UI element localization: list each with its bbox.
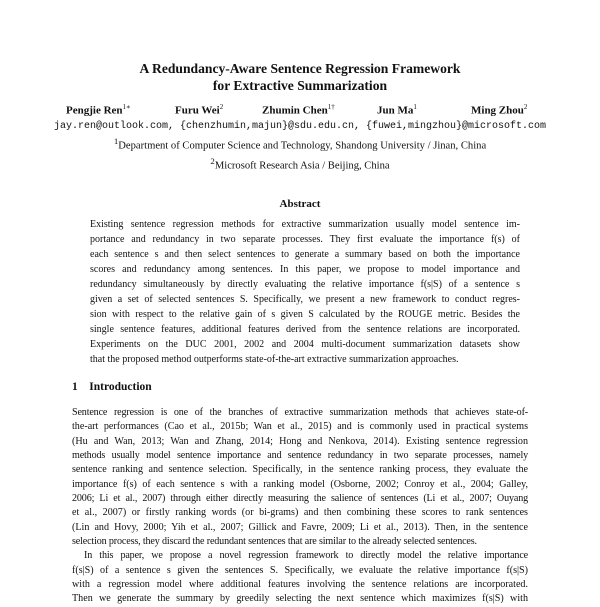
author-1: Pengjie Ren$^{1∗}$ <box>66 103 131 117</box>
abstract-line: single sentence features, additional features derived from the sentence relations are incorporated. <box>90 324 520 335</box>
body-line: methods usually model sentence importance and sentence redundancy in two separate processes, namely <box>72 450 528 462</box>
body-line: 2006; Li et al., 2007) through either directly measuring the salience of sentences (Li et al., 2007; Ouyang <box>72 493 528 505</box>
affiliation-block <box>0 119 600 173</box>
author-4: Jun Ma$^1$ <box>377 103 417 117</box>
abstract-line: that the proposed method outperforms state-of-the-art extractive summarization approaches. <box>90 354 459 365</box>
body-line: Then we generate the summary by greedily selecting the next sentence which maximizes f(s|S) with <box>72 593 528 605</box>
author-emails: jay.ren@outlook.com, {chenzhumin,majun}@sdu.edu.cn, {fuwei,mingzhou}@microsoft.com <box>53 121 547 132</box>
paper-title <box>0 60 600 94</box>
body-line: (Lin and Hovy, 2000; Yih et al., 2007; Gillick and Favre, 2009; Li et al., 2013). Then, in the sentence <box>72 521 528 533</box>
author-3: Zhumin Chen$^{1\dagger}$ <box>262 103 335 117</box>
abstract-line: each sentence s and then select sentences to generate a summary based on both the importance <box>90 249 520 260</box>
section-number: 1 <box>72 381 78 393</box>
abstract-line: given a set of selected sentences S. Specifically, we present a new framework to conduct regres- <box>90 294 520 305</box>
body-line: et al., 2007) or firstly ranking words (or bi-grams) and then combining these scores to rank sentences <box>72 507 528 519</box>
section-title: Introduction <box>89 381 152 393</box>
body-line: In this paper, we propose a novel regression framework to directly model the relative importance <box>84 550 528 562</box>
author-2: Furu Wei$^2$ <box>175 103 224 117</box>
body-line: with a regression model where additional features involving the sentence relations are incorporated. <box>72 579 528 591</box>
author-list <box>60 103 540 119</box>
body-line: Sentence regression is one of the branches of extractive summarization methods that achieves state-of- <box>72 407 528 418</box>
abstract-line: redundancy simultaneously by directly evaluating the relative importance f(s|S) of a sentence s <box>90 279 520 290</box>
section-heading <box>72 381 152 393</box>
abstract-line: sion with respect to the relative gain of s given S calculated by the ROUGE metric. Besides the <box>90 309 520 320</box>
title-line-2: for Extractive Summarization <box>212 78 388 93</box>
abstract-heading: Abstract <box>279 198 321 210</box>
abstract-line: portance and redundancy in two separate processes. They first evaluate the importance f(s) of <box>90 234 520 245</box>
abstract-line: Existing sentence regression methods for extractive summarization usually model sentence im- <box>90 219 520 230</box>
affiliation-1: $^1$Department of Computer Science and Technology, Shandong University / Jinan, China <box>113 136 487 152</box>
body-line: (Hu and Wan, 2013; Wan and Zhang, 2014; Hong and Nenkova, 2014). Existing sentence regression <box>72 435 528 447</box>
introduction-body <box>72 406 528 607</box>
body-line: importance f(s) of each sentence s with a ranking model (Osborne, 2002; Conroy et al., 2004; Galley, <box>72 478 528 490</box>
body-line: selection process, they discard the redundant sentences that are similar to the already selected sentences. <box>72 536 477 548</box>
abstract-body <box>90 217 520 367</box>
author-5: Ming Zhou$^2$ <box>471 103 528 117</box>
affiliation-2: $^2$Microsoft Research Asia / Beijing, China <box>210 155 390 172</box>
title-line-1: A Redundancy-Aware Sentence Regression Framework <box>139 61 461 76</box>
abstract-line: scores and redundancy among sentences. In this paper, we propose to model importance and <box>90 264 520 275</box>
body-line: sentence ranking and sentence selection. Specifically, in the sentence ranking process, they evaluate the <box>72 464 528 476</box>
body-line: f(s|S) of a sentence s given the sentences S. Specifically, we evaluate the relative importance f(s|S) <box>72 564 528 576</box>
body-line: the-art performances (Cao et al., 2015b; Wan et al., 2015) and is commonly used in practical systems <box>72 421 528 433</box>
abstract-line: Experiments on the DUC 2001, 2002 and 2004 multi-document summarization datasets show <box>90 339 520 350</box>
